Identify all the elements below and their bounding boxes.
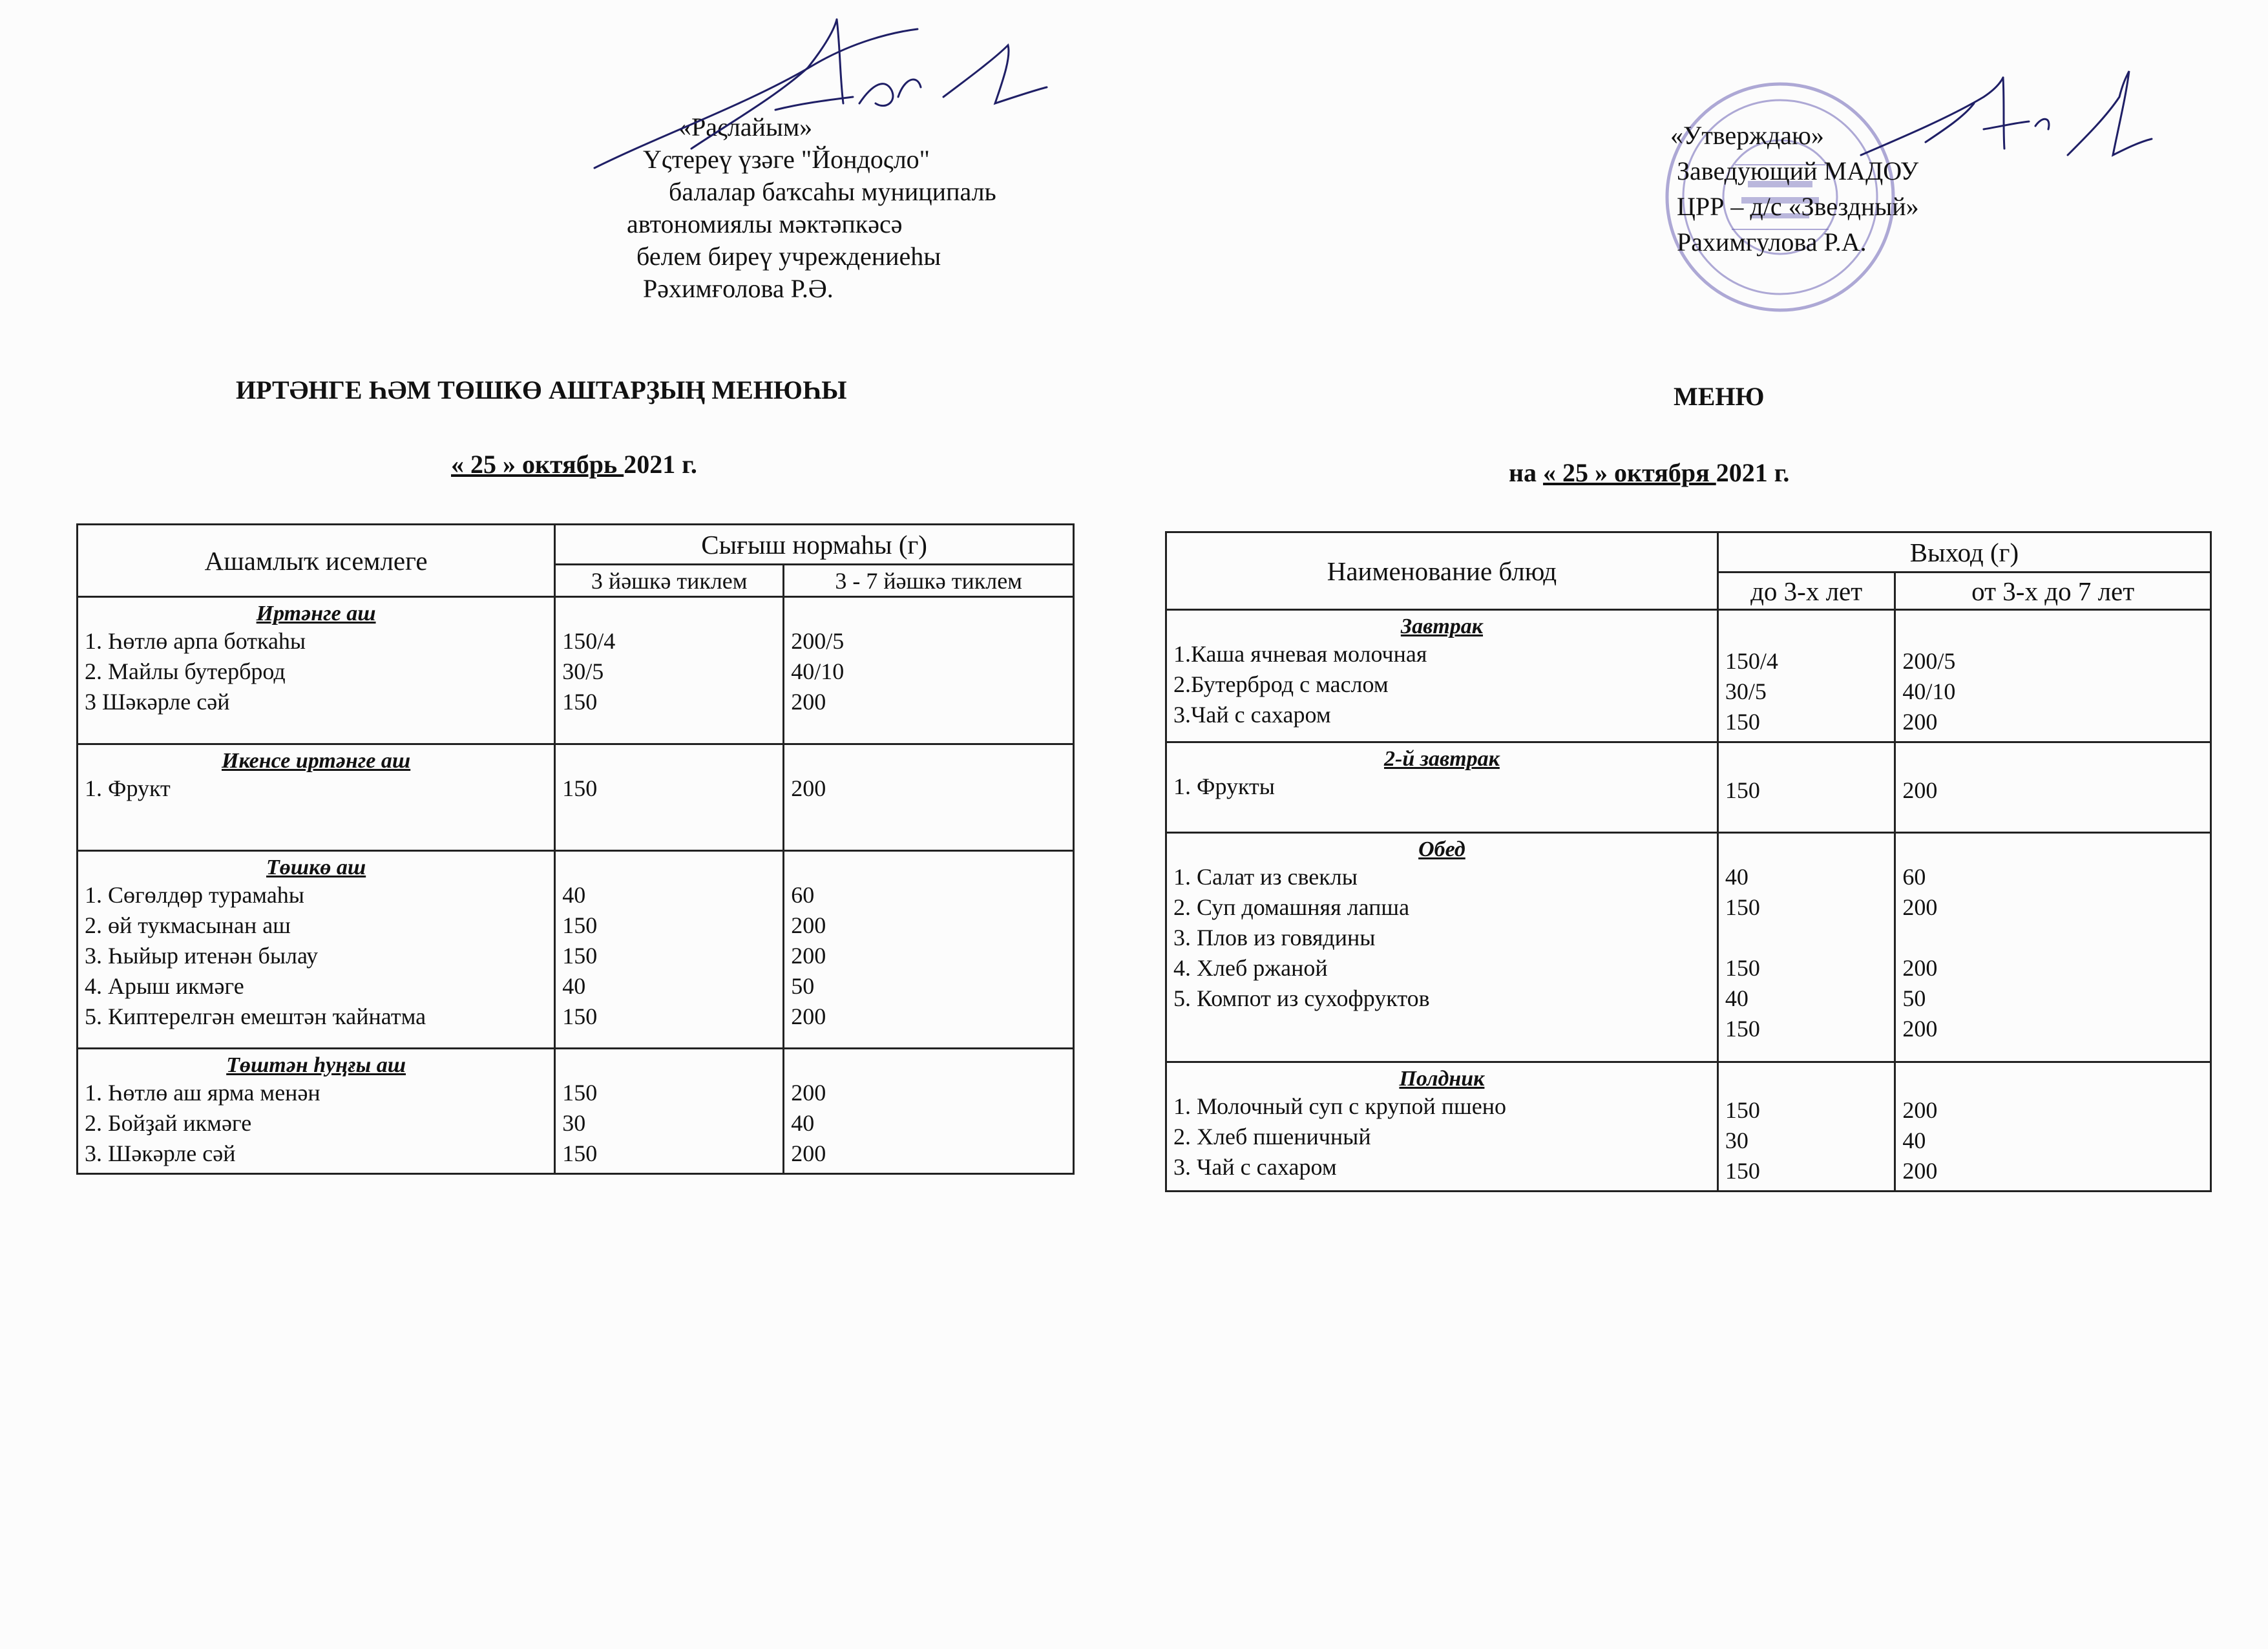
left-portion-age2: 200 [791,1003,826,1029]
right-dish: 2.Бутерброд с маслом [1173,671,1389,697]
right-portion-age1-blank [1725,923,1887,953]
left-portion-age2: 200 [791,775,826,801]
left-portion-age2: 200 [791,1080,826,1106]
left-dish: 2. Майлы бутерброд [85,658,286,684]
left-dish: 1. Фрукт [85,775,171,801]
right-portion-age1: 40 [1725,985,1748,1011]
left-col-age2-header: 3 - 7 йәшкә тиклем [784,565,1074,597]
right-portion-age1: 150 [1725,894,1760,920]
right-dish: 2. Суп домашняя лапша [1173,894,1410,920]
right-signature [1854,58,2165,174]
right-portion-age1: 30 [1725,1128,1748,1153]
right-portion-age2: 40 [1902,1128,1926,1153]
right-date-prefix: на [1509,458,1544,487]
right-approval-line-2: Заведующий МАДОУ [1677,156,1919,185]
left-portion-age2: 200 [791,943,826,969]
right-portion-age1: 40 [1725,864,1748,890]
left-portion-age2: 60 [791,882,815,908]
left-portion-age1: 150 [562,943,598,969]
right-section-lunch [1166,833,2211,1062]
left-date-year: 2021 г. [624,450,697,479]
left-dish: 2. өй тукмасынан аш [85,912,291,938]
left-dish: 2. Бойҙай икмәге [85,1110,252,1136]
left-portion-age2: 40 [791,1110,815,1136]
right-portion-age2: 200 [1902,894,1938,920]
left-portion-age1: 150 [562,1140,598,1166]
right-date-year: 2021 г. [1716,458,1790,487]
right-menu-table [1165,531,2212,1192]
left-section-heading: Төшкө аш [266,856,366,879]
right-date-day-month: « 25 » октября [1543,458,1716,487]
right-dish: 1. Молочный суп с крупой пшено [1173,1093,1507,1119]
left-approval-line-5: белем биреү учреждениеһы [636,242,941,271]
left-section-lunch [78,851,1074,1049]
right-menu-date [1509,457,1789,488]
left-section-heading: Иртәнге аш [256,602,376,625]
left-col-age1-header: 3 йәшкә тиклем [555,565,784,597]
left-portion-age1: 40 [562,882,586,908]
left-section-heading: Икенсе иртәнге аш [222,749,411,773]
left-section-breakfast [78,597,1074,744]
left-dish: 1. Һөтлө аш ярма менән [85,1080,320,1106]
left-dish: 4. Арыш икмәге [85,973,244,999]
right-section-heading: Обед [1418,837,1465,861]
right-portion-age1: 150 [1725,1158,1760,1184]
left-portion-age2: 200 [791,912,826,938]
left-portion-age1: 40 [562,973,586,999]
left-dish: 3 Шәкәрле сәй [85,689,230,715]
left-section-heading: Төштән һуңғы аш [226,1053,406,1077]
left-menu-date [451,449,697,479]
left-dish: 1. Һөтлө арпа боткаһы [85,628,306,654]
right-portion-age1: 150 [1725,1016,1760,1042]
left-menu-title: ИРТӘНГЕ ҺӘМ ТӨШКӨ АШТАРҘЫҢ МЕНЮҺЫ [236,375,847,404]
left-approval-line-6: Рәхимғолова Р.Ә. [643,274,834,303]
right-approval-line-1: «Утверждаю» [1670,121,1824,150]
left-dish: 1. Сөгөлдөр турамаһы [85,882,304,908]
left-portion-age2: 40/10 [791,658,845,684]
right-approval-line-4: Рахимгулова Р.А. [1677,227,1867,257]
left-portion-age1: 150 [562,775,598,801]
right-portion-age2-blank [1902,923,2203,953]
right-section-breakfast [1166,610,2211,742]
right-section-second-breakfast [1166,742,2211,833]
right-dish: 1. Салат из свеклы [1173,864,1358,890]
left-portion-age1: 150 [562,689,598,715]
right-portion-age2: 200 [1902,1097,1938,1123]
right-col-age1-header: до 3-х лет [1717,572,1895,610]
left-col-name-header: Ашамлыҡ исемлеге [78,525,555,597]
left-portion-age2: 200/5 [791,628,845,654]
right-section-heading: 2-й завтрак [1384,747,1500,771]
right-dish: 1. Фрукты [1173,773,1275,799]
left-approval-line-3: балалар баҡсаһы муниципаль [669,177,996,206]
left-portion-age1: 150 [562,1080,598,1106]
right-portion-age2: 200/5 [1902,648,1956,674]
right-portion-age1: 150 [1725,955,1760,981]
left-portion-age2: 50 [791,973,815,999]
left-portion-age1: 150 [562,1003,598,1029]
left-dish: 3. Һыйыр итенән былау [85,943,319,969]
right-section-heading: Полдник [1399,1067,1485,1091]
right-section-afternoon-snack [1166,1062,2211,1192]
right-dish: 4. Хлеб ржаной [1173,955,1328,981]
right-dish: 3. Плов из говядины [1173,925,1376,951]
left-portion-age1: 150/4 [562,628,616,654]
right-portion-age1: 150 [1725,709,1760,735]
left-portion-age2: 200 [791,689,826,715]
right-portion-age1: 30/5 [1725,678,1767,704]
left-portion-age2: 200 [791,1140,826,1166]
right-portion-age2: 200 [1902,709,1938,735]
right-col-age2-header: от 3-х до 7 лет [1895,572,2211,610]
left-approval-line-2: Үςтереү үзәге "Йондоςло" [643,145,930,174]
left-portion-age1: 150 [562,912,598,938]
left-section-second-breakfast [78,744,1074,851]
right-approval-line-3: ЦРР – д/с «Звездный» [1677,192,1919,221]
right-dish: 3.Чай с сахаром [1173,702,1331,728]
right-dish: 2. Хлеб пшеничный [1173,1124,1371,1150]
left-signature [582,6,1073,174]
right-dish: 3. Чай с сахаром [1173,1154,1337,1180]
right-portion-age2: 200 [1902,955,1938,981]
right-portion-age2: 60 [1902,864,1926,890]
right-dish: 5. Компот из сухофруктов [1173,985,1430,1011]
left-approval-line-4: автономиялы мәктәпкәсә [627,209,903,238]
left-menu-table [76,523,1075,1175]
right-col-output-header: Выход (г) [1717,532,2210,572]
right-portion-age2: 200 [1902,777,1938,803]
left-portion-age1: 30 [562,1110,586,1136]
right-portion-age1: 150 [1725,777,1760,803]
left-date-day-month: « 25 » октябрь [451,450,624,479]
right-portion-age1: 150/4 [1725,648,1778,674]
left-dish: 3. Шәкәрле сәй [85,1140,236,1166]
right-menu-title: МЕНЮ [1674,382,1765,411]
right-portion-age2: 40/10 [1902,678,1956,704]
right-col-name-header: Наименование блюд [1166,532,1718,610]
right-dish: 1.Каша ячневая молочная [1173,641,1427,667]
right-portion-age2: 200 [1902,1016,1938,1042]
left-portion-age1: 30/5 [562,658,604,684]
left-dish: 5. Киптерелгән емештән ҡайнатма [85,1003,426,1029]
left-col-output-header: Сығыш нормаһы (г) [555,525,1074,565]
right-portion-age2: 200 [1902,1158,1938,1184]
left-section-afternoon-snack [78,1049,1074,1174]
right-section-heading: Завтрак [1400,614,1484,638]
right-portion-age1: 150 [1725,1097,1760,1123]
left-approval-line-1: «Раςлайым» [678,112,813,142]
right-portion-age2: 50 [1902,985,1926,1011]
